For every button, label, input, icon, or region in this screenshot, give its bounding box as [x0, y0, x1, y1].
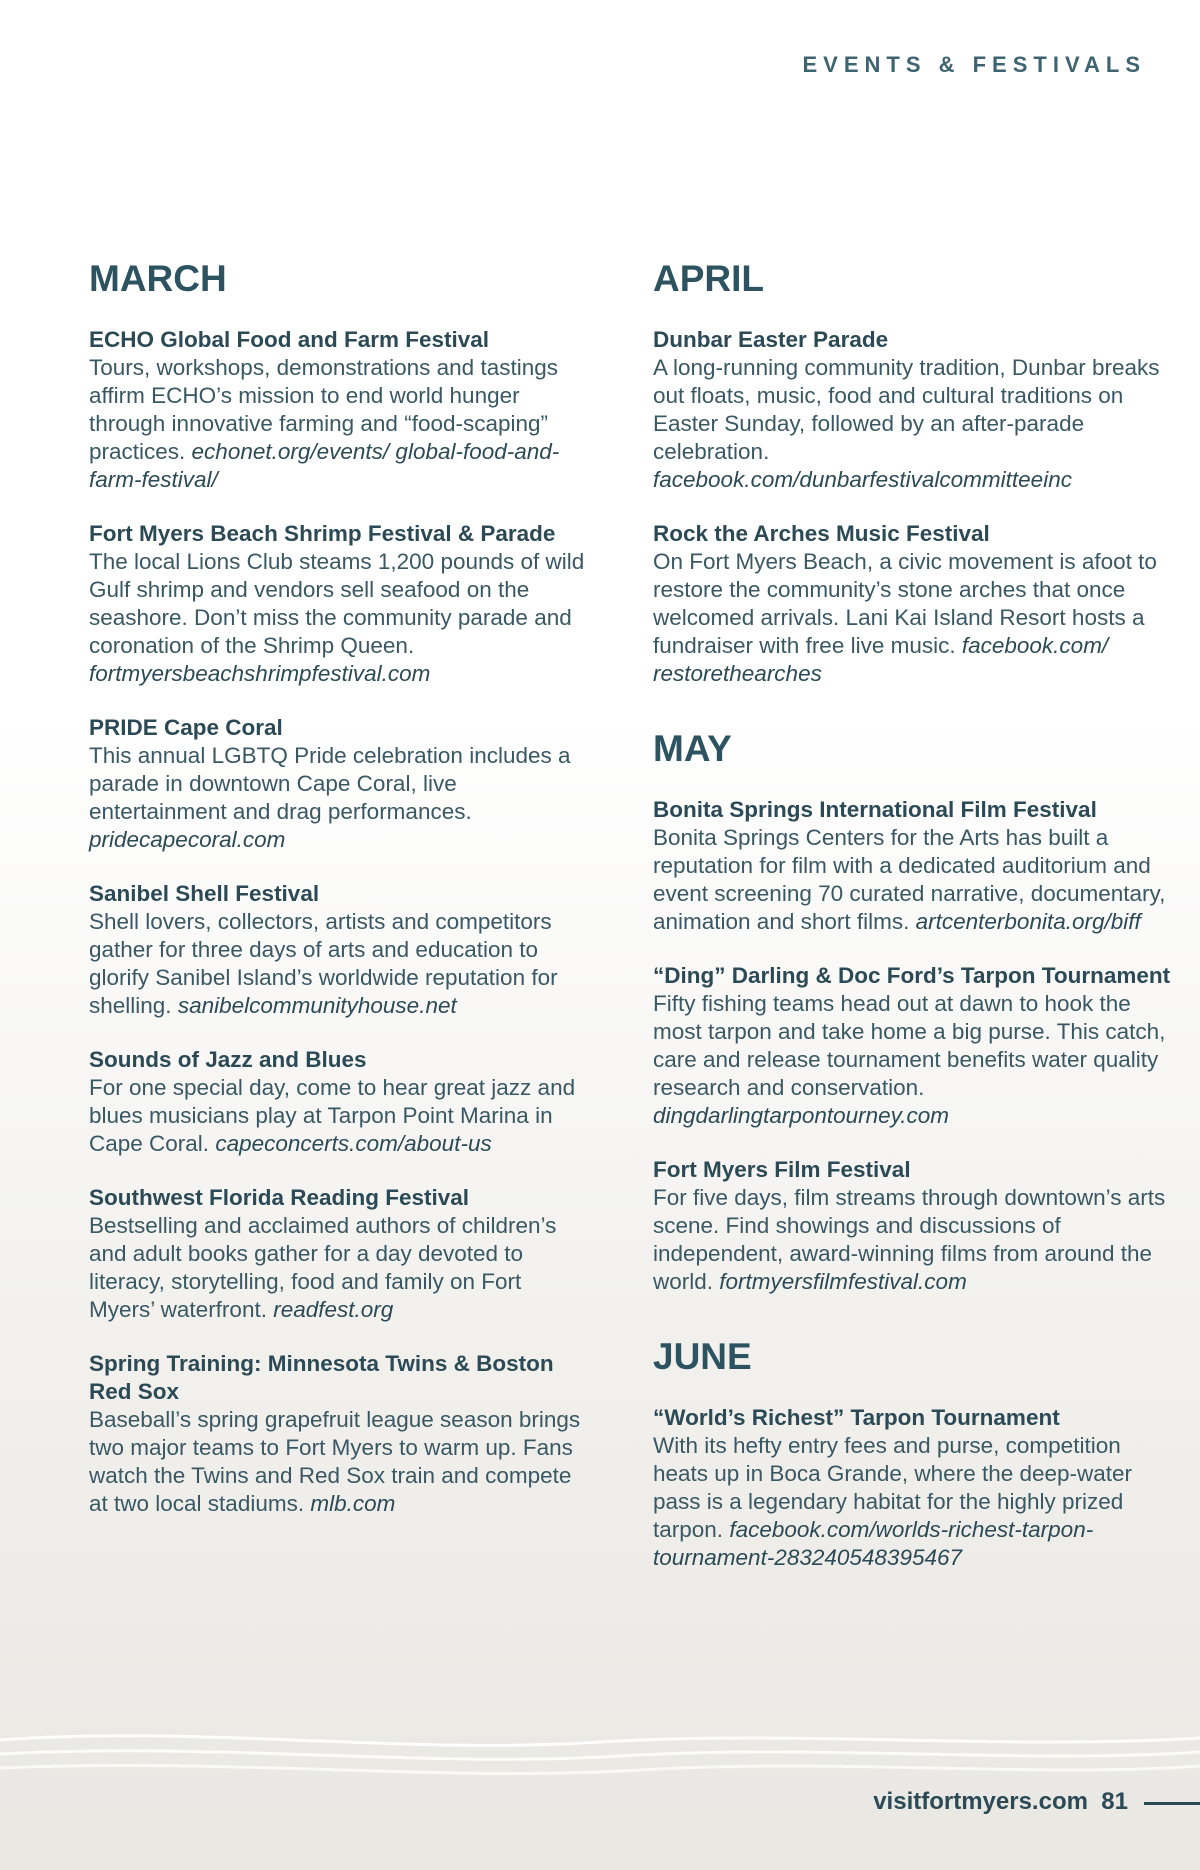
event-item	[89, 1046, 589, 1158]
event-item	[89, 520, 589, 688]
event-link[interactable]: sanibelcommunityhouse.net	[177, 993, 457, 1018]
month-heading-june: JUNE	[653, 1336, 752, 1377]
event-link[interactable]: mlb.com	[310, 1491, 396, 1516]
event-title: Fort Myers Film Festival	[653, 1157, 911, 1182]
left-column	[89, 256, 589, 1544]
event-item	[653, 796, 1173, 936]
event-title: “Ding” Darling & Doc Ford’s Tarpon Tournament	[653, 963, 1171, 988]
event-description: The local Lions Club steams 1,200 pounds of wild Gulf shrimp and vendors sell seafood on the seashore. Don’t miss the community parade and coronation of the Shrimp Queen. fortmyersbeachshrimpfestival.com	[89, 549, 585, 686]
page-footer	[873, 1788, 1128, 1816]
event-title: ECHO Global Food and Farm Festival	[89, 327, 490, 352]
right-column	[653, 256, 1173, 1598]
event-link[interactable]: artcenterbonita.org/biff	[915, 909, 1141, 934]
event-link[interactable]: fortmyersbeachshrimpfestival.com	[89, 661, 431, 686]
event-description: On Fort Myers Beach, a civic movement is afoot to restore the community’s stone arches that once welcomed arrivals. Lani Kai Island Resort hosts a fundraiser with free live music. facebook.com/ restorethearches	[653, 549, 1157, 686]
event-description: For five days, film streams through downtown’s arts scene. Find showings and discussions of independent, award-winning films from around the world. fortmyersfilmfestival.com	[653, 1185, 1166, 1294]
event-item	[653, 1404, 1173, 1572]
event-item	[653, 326, 1173, 494]
event-title: Sounds of Jazz and Blues	[89, 1047, 367, 1072]
event-description: With its hefty entry fees and purse, competition heats up in Boca Grande, where the deep-water pass is a legendary habitat for the highly prized tarpon. facebook.com/worlds-richest-tarpon-tournament-283240548395467	[653, 1433, 1133, 1570]
event-title: Southwest Florida Reading Festival	[89, 1185, 470, 1210]
event-description: For one special day, come to hear great jazz and blues musicians play at Tarpon Point Marina in Cape Coral. capeconcerts.com/about-us	[89, 1075, 576, 1156]
event-link[interactable]: pridecapecoral.com	[89, 827, 286, 852]
event-title: Sanibel Shell Festival	[89, 881, 320, 906]
month-heading-april: APRIL	[653, 258, 764, 299]
event-link[interactable]: facebook.com/dunbarfestivalcommitteeinc	[653, 467, 1072, 492]
month-heading-march: MARCH	[89, 258, 227, 299]
footer-rule	[1144, 1802, 1200, 1805]
footer-site: visitfortmyers.com	[873, 1788, 1088, 1815]
event-description: This annual LGBTQ Pride celebration includes a parade in downtown Cape Coral, live entertainment and drag performances. pridecapecoral.com	[89, 743, 571, 852]
event-title: Dunbar Easter Parade	[653, 327, 889, 352]
event-title: Bonita Springs International Film Festival	[653, 797, 1097, 822]
event-title: Rock the Arches Music Festival	[653, 521, 990, 546]
event-description: A long-running community tradition, Dunbar breaks out floats, music, food and cultural traditions on Easter Sunday, followed by an after-parade celebration. facebook.com/dunbarfestivalcommitteeinc	[653, 355, 1160, 492]
event-link[interactable]: readfest.org	[273, 1297, 394, 1322]
event-description: Bestselling and acclaimed authors of children’s and adult books gather for a day devoted to literacy, storytelling, food and family on Fort Myers’ waterfront. readfest.org	[89, 1213, 557, 1322]
event-description: Shell lovers, collectors, artists and competitors gather for three days of arts and education to glorify Sanibel Island’s worldwide reputation for shelling. sanibelcommunityhouse.net	[89, 909, 558, 1018]
event-item	[89, 880, 589, 1020]
event-link[interactable]: facebook.com/ restorethearches	[653, 633, 1109, 686]
event-item	[89, 326, 589, 494]
event-title: PRIDE Cape Coral	[89, 715, 283, 740]
event-title: Spring Training: Minnesota Twins & Boston Red Sox	[89, 1351, 554, 1404]
event-description: Tours, workshops, demonstrations and tastings affirm ECHO’s mission to end world hunger through innovative farming and “food-scaping” practices. echonet.org/events/ global-food-and-farm-festival/	[89, 355, 560, 492]
section-header: EVENTS & FESTIVALS	[802, 52, 1146, 77]
event-title: Fort Myers Beach Shrimp Festival & Parade	[89, 521, 556, 546]
event-item	[653, 520, 1173, 688]
event-item	[89, 1350, 589, 1518]
event-description: Bonita Springs Centers for the Arts has built a reputation for film with a dedicated auditorium and event screening 70 curated narrative, documentary, animation and short films. artcenterbonita.org/biff	[653, 825, 1166, 934]
event-description: Baseball’s spring grapefruit league season brings two major teams to Fort Myers to warm up. Fans watch the Twins and Red Sox train and compete at two local stadiums. mlb.com	[89, 1407, 581, 1516]
event-item	[89, 714, 589, 854]
event-link[interactable]: facebook.com/worlds-richest-tarpon-tournament-283240548395467	[653, 1517, 1094, 1570]
page-number: 81	[1101, 1788, 1128, 1815]
event-item	[89, 1184, 589, 1324]
event-item	[653, 1156, 1173, 1296]
event-link[interactable]: dingdarlingtarpontourney.com	[653, 1103, 950, 1128]
event-link[interactable]: echonet.org/events/ global-food-and-farm-festival/	[89, 439, 560, 492]
event-link[interactable]: capeconcerts.com/about-us	[215, 1131, 492, 1156]
month-heading-may: MAY	[653, 728, 732, 769]
event-link[interactable]: fortmyersfilmfestival.com	[719, 1269, 967, 1294]
event-description: Fifty fishing teams head out at dawn to hook the most tarpon and take home a big purse. This catch, care and release tournament benefits water quality research and conservation. dingdarlingtarpontourney.com	[653, 991, 1166, 1128]
event-title: “World’s Richest” Tarpon Tournament	[653, 1405, 1060, 1430]
event-item	[653, 962, 1173, 1130]
